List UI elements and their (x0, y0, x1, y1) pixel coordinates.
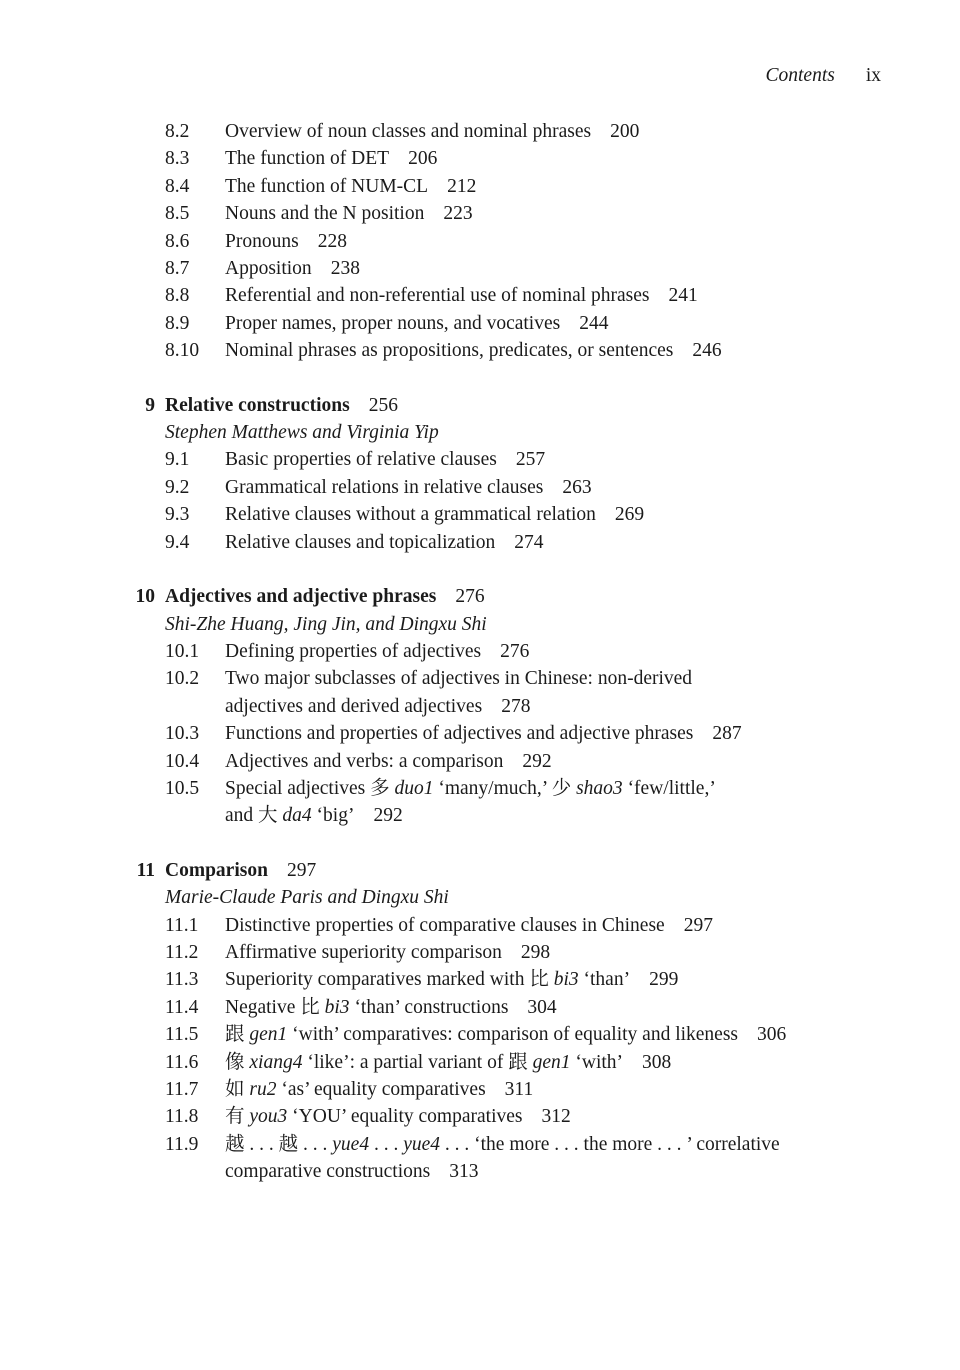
section-number: 11.6 (165, 1051, 199, 1073)
toc-entry (165, 1131, 960, 1186)
section-number: 8.7 (165, 258, 190, 280)
section-number: 11.9 (165, 1133, 199, 1155)
chapter-block (0, 392, 960, 556)
section-number: 11.1 (165, 914, 199, 936)
chapter-sections (0, 638, 960, 830)
section-title: Apposition 238 (225, 258, 360, 280)
section-title: Basic properties of relative clauses 257 (225, 449, 546, 471)
section-title: 跟 gen1 ‘with’ comparatives: comparison of equality and likeness 306 (225, 1024, 787, 1046)
section-title: 像 xiang4 ‘like’: a partial variant of 跟 gen1 ‘with’ 308 (225, 1051, 672, 1073)
section-number: 11.4 (165, 996, 199, 1018)
section-number: 9.2 (165, 476, 190, 498)
page-ref: 276 (455, 586, 485, 608)
section-number: 8.8 (165, 285, 190, 307)
page-ref: 292 (373, 805, 403, 827)
toc-entry (165, 1021, 960, 1048)
section-title: Nouns and the N position 223 (225, 203, 473, 225)
table-of-contents (0, 118, 960, 1186)
toc-entry (165, 446, 960, 473)
page-ref: 263 (562, 476, 592, 498)
section-title: Relative clauses without a grammatical relation 269 (225, 504, 645, 526)
chapter-number: 10 (135, 586, 155, 608)
section-title: Functions and properties of adjectives and adjective phrases 287 (225, 723, 742, 745)
section-number: 10.3 (165, 723, 200, 745)
chapter-title: Comparison 297 (165, 859, 317, 881)
toc-entry (165, 994, 960, 1021)
page-ref: 238 (330, 258, 360, 280)
toc-entry (165, 282, 960, 309)
chapter-sections (0, 912, 960, 1186)
page-ref: 313 (449, 1161, 479, 1183)
top-sections (0, 118, 960, 365)
page-ref: 257 (515, 449, 546, 471)
toc-entry (165, 529, 960, 556)
chapter-authors: Stephen Matthews and Virginia Yip (165, 422, 439, 444)
chapter-heading (130, 583, 960, 610)
section-title: The function of NUM-CL 212 (225, 175, 477, 197)
page-ref: 246 (692, 340, 722, 362)
section-number: 10.5 (165, 777, 200, 799)
page-ref: 292 (522, 750, 552, 772)
page-ref: 274 (514, 531, 544, 553)
toc-entry (165, 310, 960, 337)
section-title: Two major subclasses of adjectives in Chinese: non-derived adjectives and derived adjectives 278 (225, 668, 693, 717)
page-ref: 297 (683, 914, 713, 936)
chapter-title: Relative constructions 256 (165, 394, 398, 416)
toc-entry (165, 775, 960, 830)
section-title: Special adjectives 多 duo1 ‘many/much,’ 少 shao3 ‘few/little,’ and 大 da4 ‘big’ 292 (225, 777, 716, 827)
section-title: Superiority comparatives marked with 比 bi3 ‘than’ 299 (225, 969, 679, 991)
toc-entry (165, 501, 960, 528)
toc-entry (165, 665, 960, 720)
section-title: Relative clauses and topicalization 274 (225, 531, 544, 553)
page-ref: 287 (712, 723, 742, 745)
chapters (0, 392, 960, 1186)
section-title: 有 you3 ‘YOU’ equality comparatives 312 (225, 1106, 571, 1128)
toc-entry (165, 228, 960, 255)
chapter-sections (0, 446, 960, 556)
section-number: 9.1 (165, 449, 190, 471)
section-number: 9.4 (165, 531, 190, 553)
page-ref: 278 (501, 695, 531, 717)
section-number: 11.7 (165, 1079, 199, 1100)
toc-entry (165, 255, 960, 282)
toc-entry (165, 337, 960, 364)
page-ref: 297 (286, 859, 317, 881)
chapter-number: 9 (145, 394, 155, 416)
section-number: 11.2 (165, 941, 199, 963)
page-ref: 306 (757, 1024, 787, 1046)
section-number: 9.3 (165, 504, 190, 526)
section-number: 8.9 (165, 312, 190, 334)
section-number: 10.4 (165, 750, 200, 772)
section-title: Adjectives and verbs: a comparison 292 (225, 750, 552, 772)
section-number: 10.1 (165, 640, 200, 662)
page-ref: 311 (504, 1079, 534, 1100)
page-ref: 256 (368, 394, 398, 416)
toc-entry (165, 748, 960, 775)
section-number: 8.6 (165, 230, 190, 252)
page-ref: 206 (408, 148, 438, 170)
toc-entry (165, 912, 960, 939)
chapter-authors: Shi-Zhe Huang, Jing Jin, and Dingxu Shi (165, 613, 487, 635)
section-title: Proper names, proper nouns, and vocatives 244 (225, 312, 609, 334)
page-ref: 312 (541, 1106, 571, 1128)
section-title: Nominal phrases as propositions, predicates, or sentences 246 (225, 340, 722, 362)
section-title: Overview of noun classes and nominal phrases 200 (225, 121, 640, 142)
section-number: 8.10 (165, 340, 200, 362)
section-number: 11.5 (165, 1024, 199, 1046)
page-ref: 241 (668, 285, 698, 307)
section-number: 11.8 (165, 1106, 199, 1128)
chapter-title: Adjectives and adjective phrases 276 (165, 586, 485, 608)
section-title: Pronouns 228 (225, 230, 347, 252)
toc-entry (165, 145, 960, 172)
section-title: 越 . . . 越 . . . yue4 . . . yue4 . . . ‘the more . . . the more . . . ’ correlative comparative constructions 313 (225, 1133, 780, 1183)
chapter-authors: Marie-Claude Paris and Dingxu Shi (165, 887, 449, 909)
section-title: Affirmative superiority comparison 298 (225, 941, 551, 963)
section-title: The function of DET 206 (225, 148, 438, 170)
section-number: 8.5 (165, 203, 190, 225)
running-head (765, 62, 881, 89)
section-number: 11.3 (165, 969, 199, 991)
toc-entry (165, 638, 960, 665)
page-ref: 308 (642, 1051, 672, 1073)
page-ref: 276 (500, 640, 530, 662)
page-ref: 269 (614, 504, 645, 526)
page-ref: 200 (610, 121, 640, 142)
toc-entry (165, 1049, 960, 1076)
section-title: Defining properties of adjectives 276 (225, 640, 530, 662)
section-title: Grammatical relations in relative clauses 263 (225, 476, 592, 498)
toc-entry (165, 966, 960, 993)
toc-entry (165, 720, 960, 747)
toc-entry (165, 200, 960, 227)
section-number: 8.4 (165, 175, 190, 197)
chapter-number: 11 (136, 859, 155, 881)
section-title: Negative 比 bi3 ‘than’ constructions 304 (225, 996, 557, 1018)
toc-entry (165, 1076, 960, 1103)
page-ref: 228 (317, 230, 347, 252)
chapter-block (0, 583, 960, 830)
section-number: 8.2 (165, 121, 190, 142)
section-number: 8.3 (165, 148, 190, 170)
page-ref: 304 (527, 996, 557, 1018)
toc-entry (165, 474, 960, 501)
section-number: 10.2 (165, 668, 200, 690)
page-folio: ix (865, 65, 881, 86)
page-ref: 298 (520, 941, 551, 963)
page-ref: 212 (447, 175, 477, 197)
chapter-block (0, 857, 960, 1186)
section-title: Distinctive properties of comparative clauses in Chinese 297 (225, 914, 713, 936)
section-title: Referential and non-referential use of nominal phrases 241 (225, 285, 698, 307)
running-title: Contents (765, 65, 835, 86)
section-title: 如 ru2 ‘as’ equality comparatives 311 (225, 1079, 534, 1100)
page-ref: 244 (579, 312, 609, 334)
chapter-heading (130, 392, 960, 419)
page-ref: 299 (649, 969, 679, 991)
toc-entry (165, 118, 960, 145)
page-ref: 223 (443, 203, 473, 225)
toc-entry (165, 939, 960, 966)
toc-entry (165, 1103, 960, 1130)
toc-entry (165, 173, 960, 200)
chapter-heading (130, 857, 960, 884)
